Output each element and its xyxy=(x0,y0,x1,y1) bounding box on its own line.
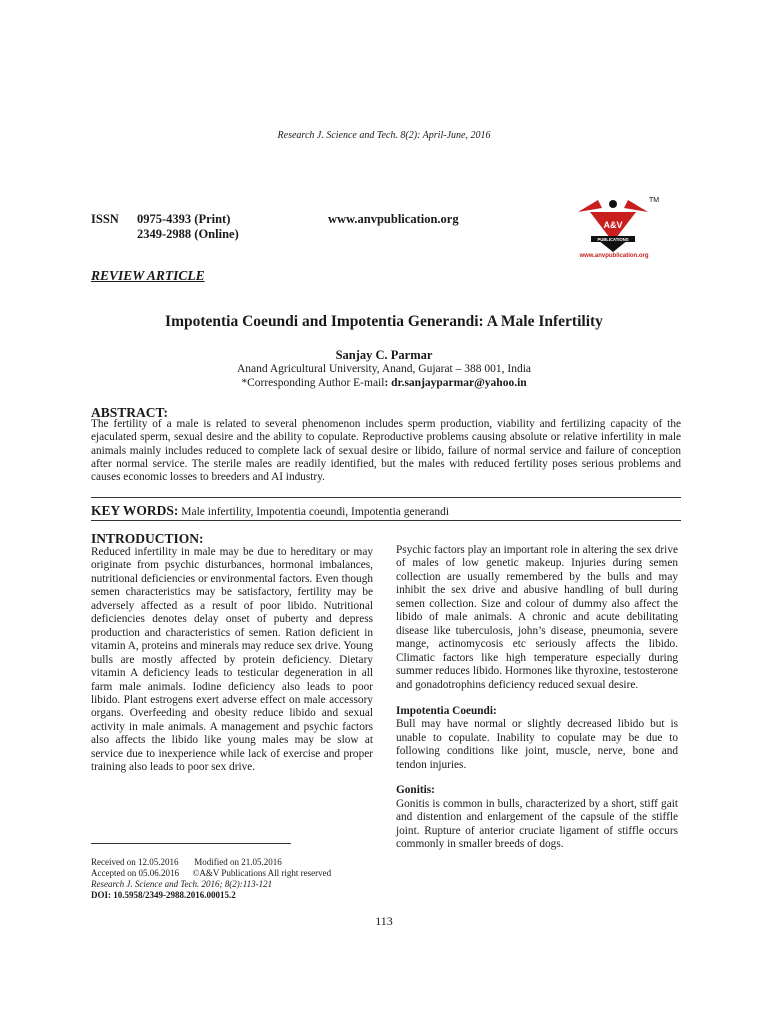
article-type: REVIEW ARTICLE xyxy=(91,268,205,283)
publisher-logo xyxy=(568,190,660,260)
divider-bottom xyxy=(91,520,681,521)
author-name: Sanjay C. Parmar xyxy=(335,348,433,362)
author-affiliation-block xyxy=(0,362,768,390)
right-column xyxy=(396,544,678,852)
corresponding-label: *Corresponding Author E-mail xyxy=(241,377,385,389)
logo-banner: PUBLICATIONS xyxy=(597,237,629,242)
doi[interactable]: DOI: 10.5958/2349-2988.2016.00015.2 xyxy=(91,890,236,900)
logo-initials: A&V xyxy=(603,220,623,230)
introduction-heading: INTRODUCTION: xyxy=(91,531,204,546)
abstract-text: The fertility of a male is related to several phenomenon includes sperm production, viability and fertilizing capacity of the ejaculated sperm, sexual desire and the ability to copulate. Reproductive problems causing absolute or relative infertility in male animals mainly includes reduced to complete lack of sexual desire or libido, failure of normal service and failure of conception after normal service. The sterile males are readily identified, but the males with reduced fertility poses serious problems and causes economic losses to breeders and AI industry. xyxy=(91,418,681,484)
introduction-left-column: Reduced infertility in male may be due to hereditary or may originate from psychic disturbances, hormonal imbalances, nutritional deficiencies or environmental factors. Even though semen characteristics may be satisfactory, fertility may be adversely affected as a result of poor libido. Nutritional deficiencies denotes delay onset of puberty and depress production and characteristics of semen. Ration deficient in vitamin A, proteins and minerals may reduce sex drive. Young bulls are mostly affected by protein deficiency. Dietary vitamin A deficiency leads to testicular degeneration in all farm male animals. Iodine deficiency also leads to poor libido. Plant estrogens exert adverse effect on male accessory organs. Overfeeding and obesity reduce libido and sexual activity in male animals. A management and psychic factors also affects the libido like young males may be slow at service due to inexperience while lack of exercise and proper training also leads to poor sex drive. xyxy=(91,546,373,774)
issn-print: 0975-4393 (Print) xyxy=(137,212,231,226)
website-link[interactable]: www.anvpublication.org xyxy=(328,212,459,226)
logo-url: www.anvpublication.org xyxy=(579,253,649,259)
page-number: 113 xyxy=(375,914,393,928)
logo-trademark: TM xyxy=(648,197,660,204)
introduction-right-text: Psychic factors play an important role in altering the sex drive of males of low genetic makeup. Injuries during semen collection are usually remembered by the bulls and may inhibit the sex drive and abusive handling of bull during semen collection. Size and colour of dummy also affect the libido of male animals. A chronic and acute debilitating disease like tuberculosis, john’s disease, pneumonia, severe mange, actinomycosis etc seriously affects the libido. Climatic factors like high temperature especially during summer reduces libido. Hormones like thyroxine, testosterone and gonadotrophins deficiency reduced sexual desire. xyxy=(396,544,678,691)
copyright: ©A&V Publications All right reserved xyxy=(192,868,332,878)
corresponding-author xyxy=(0,376,768,390)
corresponding-email[interactable]: : dr.sanjayparmar@yahoo.in xyxy=(384,377,527,389)
impotentia-coeundi-text: Bull may have normal or slightly decreased libido but is unable to copulate. Inability to copulate may be due to following conditions like joint, muscle, nerve, bone and tendon injuries. xyxy=(396,718,678,771)
journal-header: Research J. Science and Tech. 8(2): April-June, 2016 xyxy=(277,130,491,141)
modified-date: Modified on 21.05.2016 xyxy=(194,857,282,867)
keywords xyxy=(91,503,449,519)
issn-block xyxy=(91,212,239,242)
issn-label: ISSN xyxy=(91,212,119,226)
gonitis-text: Gonitis is common in bulls, characterized by a short, stiff gait and distention and enlargement of the capsule of the stiffle joint. Rupture of anterior cruciate ligament of stiffle occurs commonly in smaller breeds of dogs. xyxy=(396,797,678,851)
citation: Research J. Science and Tech. 2016; 8(2):113-121 xyxy=(91,879,273,889)
received-date: Received on 12.05.2016 xyxy=(91,857,179,867)
footnote xyxy=(91,857,331,901)
abstract-heading: ABSTRACT: xyxy=(91,405,169,420)
article-title: Impotentia Coeundi and Impotentia Generandi: A Male Infertility xyxy=(165,313,603,330)
keywords-text: Male infertility, Impotentia coeundi, Impotentia generandi xyxy=(178,506,450,518)
publisher-logo-graphic xyxy=(568,190,660,260)
affiliation: Anand Agricultural University, Anand, Gujarat – 388 001, India xyxy=(236,363,532,375)
keywords-heading: KEY WORDS: xyxy=(91,503,179,518)
footnote-divider xyxy=(91,843,291,844)
gonitis-heading: Gonitis: xyxy=(396,784,435,797)
accepted-date: Accepted on 05.06.2016 xyxy=(91,868,179,878)
issn-online: 2349-2988 (Online) xyxy=(137,227,239,241)
divider-top xyxy=(91,497,681,498)
impotentia-coeundi-heading: Impotentia Coeundi: xyxy=(396,704,497,717)
